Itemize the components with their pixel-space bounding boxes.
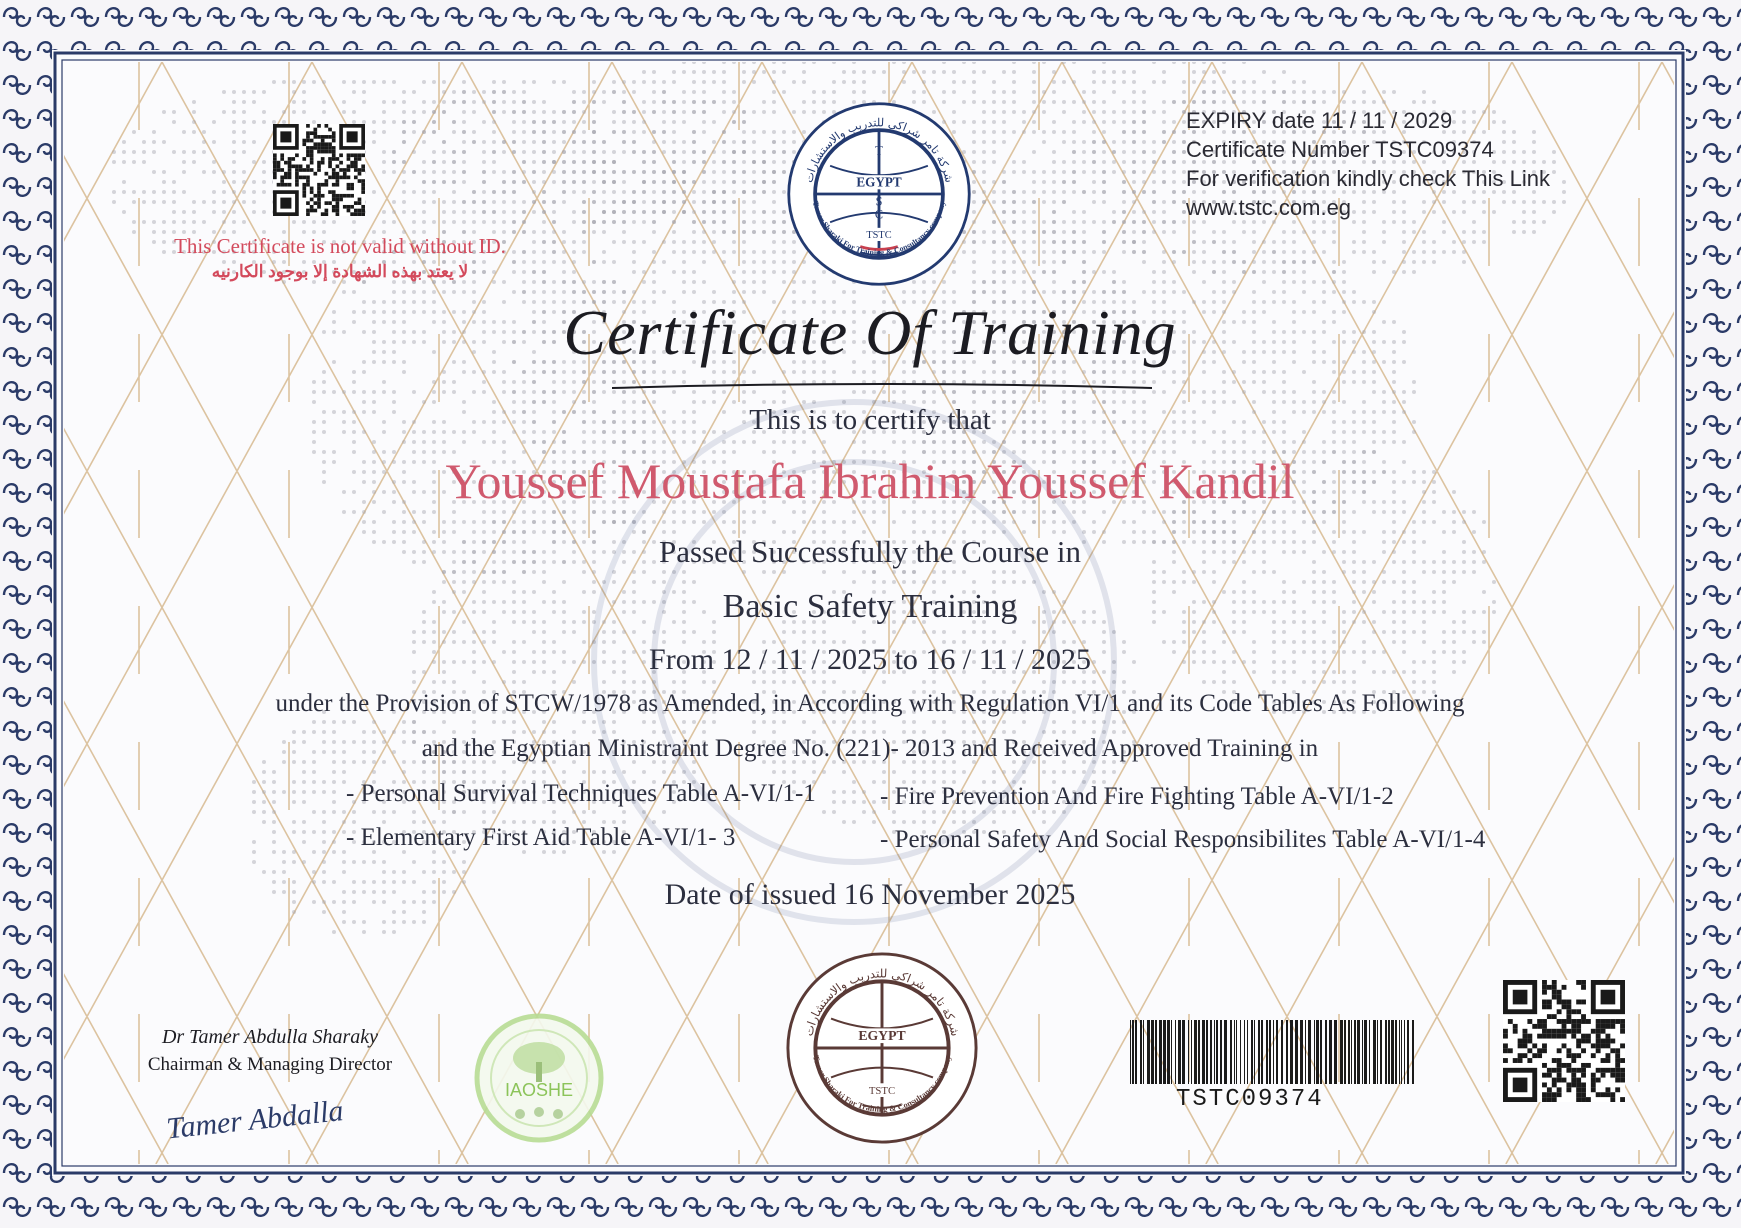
id-validity-notice: This Certificate is not valid without ID. [174, 234, 506, 258]
stamp-country: EGYPT [858, 1028, 906, 1044]
issue-date: Date of issued 16 November 2025 [664, 878, 1076, 911]
certify-line: This is to certify that [749, 404, 991, 436]
seal-letter-t: T [875, 143, 883, 158]
expiry-date: EXPIRY date 11 / 11 / 2029 [1186, 108, 1453, 133]
seal-english-ring: Tamer Sharaki For Training & Consultancy company [810, 200, 948, 258]
stamp-english-ring: Tamer Sharaki For Training & Consultancy company [811, 1054, 953, 1114]
verification-link[interactable]: www.tstc.com.eg [1186, 195, 1352, 220]
signature: Tamer Abdalla [164, 1094, 345, 1146]
iaoshe-text: IAOSHE [504, 1080, 574, 1100]
signatory-name: Dr Tamer Abdulla Sharaky [161, 1026, 379, 1048]
seal-arabic-ring: شركة تامر شراكي للتدريب والاستشارات [802, 116, 956, 184]
table-item: - Personal Safety And Social Responsibilites Table A-VI/1-4 [880, 826, 1486, 853]
expiry-block [1186, 106, 1646, 222]
qr-code-bottom [1502, 980, 1626, 1102]
tstc-seal-top [785, 100, 973, 288]
verification-text: For verification kindly check This Link [1186, 166, 1550, 191]
barcode-text: TSTC09374 [1176, 1086, 1324, 1113]
certificate-title: Certificate Of Training [563, 297, 1177, 368]
table-item: - Fire Prevention And Fire Fighting Table A-VI/1-2 [880, 783, 1394, 810]
tstc-stamp-bottom [784, 950, 980, 1146]
seal-abbreviation: TSTC [866, 230, 892, 242]
iaoshe-logo [462, 1012, 616, 1144]
seal-letter-s: S [875, 194, 883, 209]
course-name: Basic Safety Training [722, 588, 1018, 625]
signatory-title: Chairman & Managing Director [147, 1054, 393, 1075]
seal-country: EGYPT [856, 174, 902, 190]
qr-code-top [270, 124, 368, 216]
provision-line: under the Provision of STCW/1978 as Amended, in According with Regulation VI/1 and its Code Tables As Following [275, 690, 1465, 717]
certificate-number: Certificate Number TSTC09374 [1186, 137, 1494, 162]
recipient-name: Youssef Moustafa Ibrahim Youssef Kandil [445, 453, 1295, 509]
title-underline [612, 382, 1152, 392]
degree-line: and the Egyptian Ministraint Degree No. (221)- 2013 and Received Approved Training in [421, 735, 1319, 762]
stamp-abbreviation: TSTC [868, 1085, 896, 1098]
passed-line: Passed Successfully the Course in [659, 534, 1081, 569]
seal-letter-c: C [874, 207, 884, 222]
id-validity-notice-arabic: لا يعتد بهذه الشهادة إلا بوجود الكارنيه [211, 262, 469, 281]
stamp-arabic-ring: شركة تامر شراكي للتدريب والاستشارات [801, 966, 963, 1038]
table-item: - Elementary First Aid Table A-VI/1- 3 [346, 824, 736, 851]
date-range: From 12 / 11 / 2025 to 16 / 11 / 2025 [649, 643, 1091, 676]
barcode [1130, 1020, 1416, 1088]
table-item: - Personal Survival Techniques Table A-VI/1-1 [346, 780, 816, 807]
